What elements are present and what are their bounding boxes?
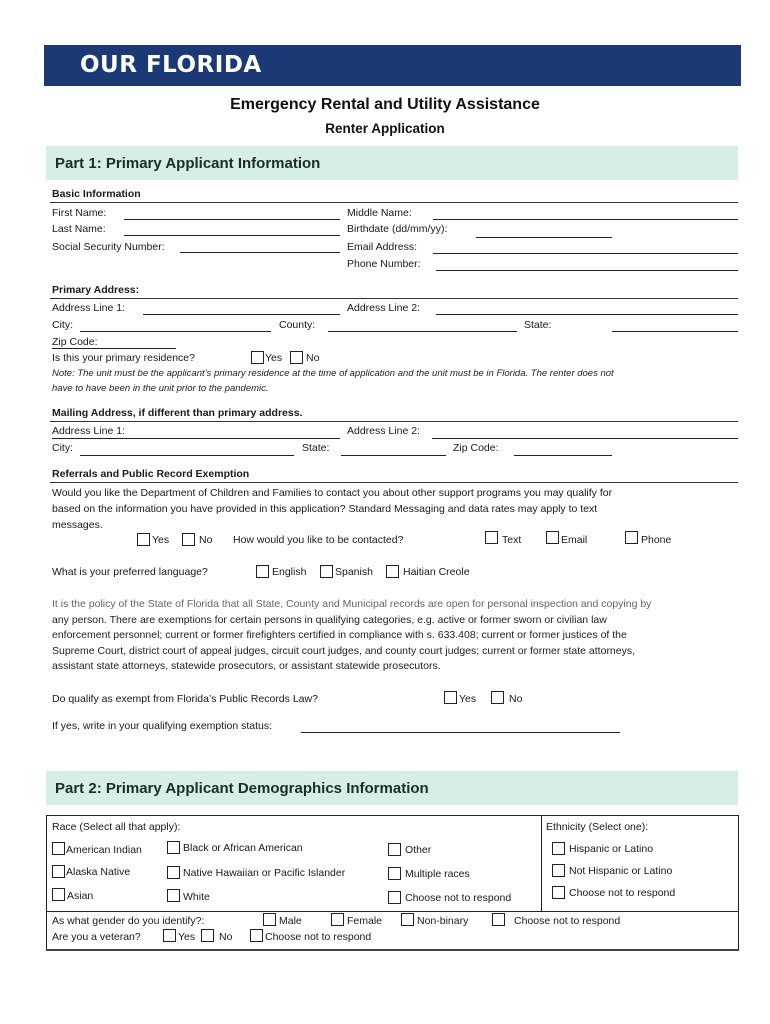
policy-line3: enforcement personnel; current or former firefighters certified in compliance with s. 633.408; current or former justices of the	[52, 629, 627, 642]
mailing-address-heading: Mailing Address, if different than primary address.	[52, 407, 303, 419]
exempt-no-checkbox[interactable]	[491, 691, 504, 704]
referral-no-label: No	[199, 534, 213, 546]
referral-question-line1: Would you like the Department of Children and Families to contact you about other support programs you may qualify for	[52, 487, 613, 499]
referrals-heading: Referrals and Public Record Exemption	[52, 468, 250, 480]
veteran-not-respond-label: Choose not to respond	[265, 931, 372, 943]
ethnicity-not-hispanic-checkbox[interactable]	[552, 864, 565, 877]
first-name-field[interactable]	[124, 219, 340, 220]
contact-method-question: How would you like to be contacted?	[233, 534, 404, 546]
referral-yes-checkbox[interactable]	[137, 533, 150, 546]
birthdate-field[interactable]	[476, 237, 612, 238]
exemption-status-question: If yes, write in your qualifying exemption status:	[52, 720, 273, 732]
city-label: City:	[52, 319, 73, 331]
last-name-label: Last Name:	[52, 223, 106, 235]
divider	[50, 298, 738, 299]
mailing-city-field[interactable]	[80, 455, 294, 456]
basic-info-heading: Basic Information	[52, 188, 141, 200]
mailing-line1-label: Address Line 1:	[52, 425, 125, 437]
birthdate-label: Birthdate (dd/mm/yy):	[347, 223, 448, 235]
gender-male-label: Male	[279, 915, 302, 927]
primary-residence-question: Is this your primary residence?	[52, 352, 195, 364]
residence-yes-checkbox[interactable]	[251, 351, 264, 364]
race-multiple-label: Multiple races	[405, 868, 470, 880]
residence-yes-label: Yes	[265, 352, 283, 364]
residence-note-line1: Note: The unit must be the applicant’s primary residence at the time of application and the unit must be in Florida. The renter does not	[52, 368, 614, 379]
contact-text-checkbox[interactable]	[485, 531, 498, 544]
race-american-indian-checkbox[interactable]	[52, 842, 65, 855]
mailing-line2-label: Address Line 2:	[347, 425, 420, 437]
document-title: Emergency Rental and Utility Assistance	[230, 96, 540, 113]
ethnicity-not-respond-label: Choose not to respond	[569, 887, 676, 899]
language-creole-checkbox[interactable]	[386, 565, 399, 578]
ssn-label: Social Security Number:	[52, 241, 165, 253]
mailing-state-field[interactable]	[341, 455, 446, 456]
language-spanish-checkbox[interactable]	[320, 565, 333, 578]
table-divider	[541, 815, 542, 911]
race-white-checkbox[interactable]	[167, 889, 180, 902]
veteran-no-label: No	[219, 931, 233, 943]
last-name-field[interactable]	[124, 235, 340, 236]
mailing-line2-field[interactable]	[432, 438, 738, 439]
gender-question: As what gender do you identify?:	[52, 915, 205, 927]
contact-email-checkbox[interactable]	[546, 531, 559, 544]
policy-line5: assistant state attorneys, statewide prosecutors, or assistant statewide prosecutors.	[52, 660, 441, 673]
table-divider	[46, 911, 739, 912]
demographics-table	[46, 815, 739, 951]
contact-email-label: Email	[561, 534, 588, 546]
phone-label: Phone Number:	[347, 258, 421, 270]
veteran-question: Are you a veteran?	[52, 931, 141, 943]
race-multiple-checkbox[interactable]	[388, 867, 401, 880]
language-creole-label: Haitian Creole	[403, 566, 470, 578]
middle-name-label: Middle Name:	[347, 207, 412, 219]
language-question: What is your preferred language?	[52, 566, 208, 578]
race-american-indian-label: American Indian	[66, 844, 142, 856]
gender-not-respond-label: Choose not to respond	[514, 915, 621, 927]
language-spanish-label: Spanish	[335, 566, 373, 578]
primary-address-heading: Primary Address:	[52, 284, 140, 296]
address-line2-label: Address Line 2:	[347, 302, 420, 314]
ethnicity-hispanic-label: Hispanic or Latino	[569, 843, 654, 855]
state-field[interactable]	[612, 331, 738, 332]
phone-field[interactable]	[436, 270, 738, 271]
gender-nonbinary-checkbox[interactable]	[401, 913, 414, 926]
middle-name-field[interactable]	[433, 219, 738, 220]
race-black-label: Black or African American	[183, 842, 303, 854]
race-white-label: White	[183, 891, 210, 903]
gender-female-checkbox[interactable]	[331, 913, 344, 926]
gender-male-checkbox[interactable]	[263, 913, 276, 926]
ethnicity-hispanic-checkbox[interactable]	[552, 842, 565, 855]
ssn-field[interactable]	[180, 252, 340, 253]
policy-line1: It is the policy of the State of Florida that all State, County and Municipal records are open for personal inspection and copying by	[52, 598, 652, 610]
our-florida-logo: OUR FLORIDA	[80, 52, 262, 78]
veteran-not-respond-checkbox[interactable]	[250, 929, 263, 942]
referral-question-line2: based on the information you have provided in this application? Standard Messaging and data rates may apply to text	[52, 503, 598, 515]
email-field[interactable]	[433, 253, 738, 254]
race-not-respond-label: Choose not to respond	[405, 892, 512, 904]
mailing-zip-label: Zip Code:	[453, 442, 499, 454]
exempt-no-label: No	[509, 693, 523, 705]
table-bottom	[46, 949, 739, 951]
address-line2-field[interactable]	[436, 314, 738, 315]
divider	[50, 421, 738, 422]
referral-no-checkbox[interactable]	[182, 533, 195, 546]
language-english-checkbox[interactable]	[256, 565, 269, 578]
address-line1-field[interactable]	[143, 314, 340, 315]
gender-nonbinary-label: Non-binary	[417, 915, 469, 927]
policy-line2: any person. There are exemptions for certain persons in qualifying categories, e.g. active or former sworn or civilian law	[52, 613, 607, 626]
referral-question-line3: messages.	[52, 519, 103, 531]
race-hawaiian-label: Native Hawaiian or Pacific Islander	[183, 867, 346, 879]
gender-not-respond-checkbox[interactable]	[492, 913, 505, 926]
race-alaska-checkbox[interactable]	[52, 865, 65, 878]
veteran-yes-label: Yes	[178, 931, 196, 943]
race-hawaiian-checkbox[interactable]	[167, 866, 180, 879]
contact-phone-checkbox[interactable]	[625, 531, 638, 544]
residence-no-label: No	[306, 352, 320, 364]
contact-phone-label: Phone	[641, 534, 672, 546]
exemption-status-field[interactable]	[301, 732, 620, 733]
county-label: County:	[279, 319, 316, 331]
address-line1-label: Address Line 1:	[52, 302, 125, 314]
residence-note-line2: have to have been in the unit prior to the pandemic.	[52, 383, 269, 394]
ethnicity-label: Ethnicity (Select one):	[546, 821, 649, 833]
gender-female-label: Female	[347, 915, 383, 927]
race-alaska-label: Alaska Native	[66, 866, 131, 878]
ethnicity-not-hispanic-label: Not Hispanic or Latino	[569, 865, 673, 877]
divider	[50, 482, 738, 483]
part1-title: Part 1: Primary Applicant Information	[55, 155, 321, 172]
divider	[50, 202, 738, 203]
mailing-state-label: State:	[302, 442, 330, 454]
public-records-policy	[52, 597, 722, 675]
zip-label: Zip Code:	[52, 336, 98, 348]
race-label: Race (Select all that apply):	[52, 821, 181, 833]
city-field[interactable]	[80, 331, 271, 332]
race-asian-label: Asian	[67, 890, 94, 902]
mailing-zip-field[interactable]	[514, 455, 612, 456]
document-subtitle: Renter Application	[325, 121, 445, 136]
veteran-yes-checkbox[interactable]	[163, 929, 176, 942]
exempt-yes-label: Yes	[459, 693, 477, 705]
race-black-checkbox[interactable]	[167, 841, 180, 854]
race-other-label: Other	[405, 844, 432, 856]
race-other-checkbox[interactable]	[388, 843, 401, 856]
zip-field[interactable]	[52, 348, 176, 349]
mailing-line1-field[interactable]	[52, 438, 340, 439]
exempt-yes-checkbox[interactable]	[444, 691, 457, 704]
policy-line4: Supreme Court, district court of appeal judges, circuit court judges, and county court judges; current or former state attorneys,	[52, 644, 636, 657]
exempt-question: Do qualify as exempt from Florida’s Public Records Law?	[52, 693, 318, 705]
county-field[interactable]	[328, 331, 517, 332]
first-name-label: First Name:	[52, 207, 107, 219]
contact-text-label: Text	[502, 534, 522, 546]
referral-yes-label: Yes	[152, 534, 170, 546]
race-not-respond-checkbox[interactable]	[388, 891, 401, 904]
ethnicity-not-respond-checkbox[interactable]	[552, 886, 565, 899]
veteran-no-checkbox[interactable]	[201, 929, 214, 942]
mailing-city-label: City:	[52, 442, 73, 454]
part2-title: Part 2: Primary Applicant Demographics Information	[55, 780, 429, 797]
residence-no-checkbox[interactable]	[290, 351, 303, 364]
language-english-label: English	[272, 566, 307, 578]
state-label: State:	[524, 319, 552, 331]
race-asian-checkbox[interactable]	[52, 888, 65, 901]
email-label: Email Address:	[347, 241, 418, 253]
